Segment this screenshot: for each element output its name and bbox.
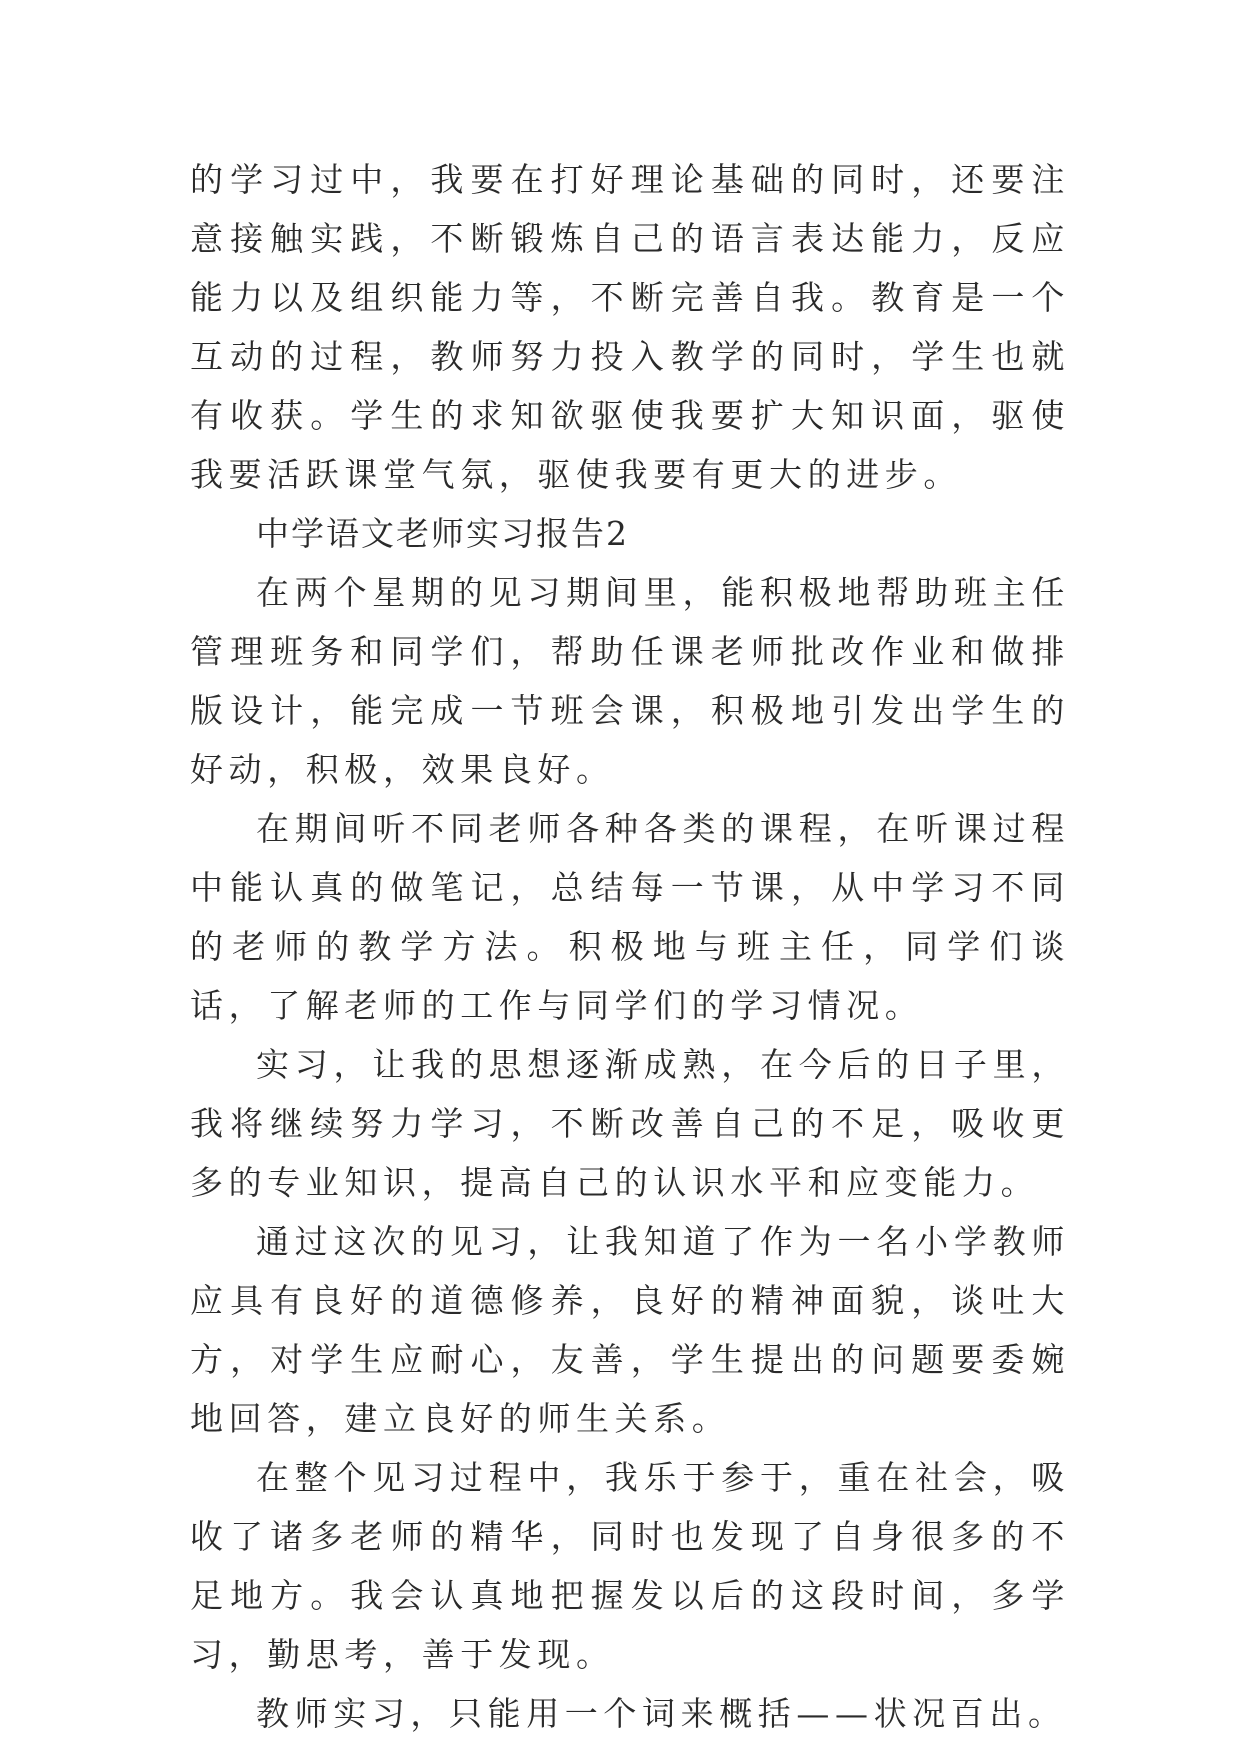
paragraph: 在期间听不同老师各种各类的课程，在听课过程中能认真的做笔记，总结每一节课，从中学习不同的老师的教学方法。积极地与班主任，同学们谈话，了解老师的工作与同学们的学习情况。	[190, 809, 1070, 1025]
section-heading: 中学语文老师实习报告2	[256, 514, 629, 553]
paragraph-continued: 的学习过中，我要在打好理论基础的同时，还要注意接触实践，不断锻炼自己的语言表达能力，反应能力以及组织能力等，不断完善自我。教育是一个互动的过程，教师努力投入教学的同时，学生也就有收获。学生的求知欲驱使我要扩大知识面，驱使我要活跃课堂气氛，驱使我要有更大的进步。	[190, 160, 1070, 494]
paragraph: 通过这次的见习，让我知道了作为一名小学教师应具有良好的道德修养，良好的精神面貌，谈吐大方，对学生应耐心，友善，学生提出的问题要委婉地回答，建立良好的师生关系。	[190, 1222, 1070, 1438]
paragraph: 实习，让我的思想逐渐成熟，在今后的日子里，我将继续努力学习，不断改善自己的不足，吸收更多的专业知识，提高自己的认识水平和应变能力。	[190, 1045, 1070, 1202]
paragraph: 在两个星期的见习期间里，能积极地帮助班主任管理班务和同学们，帮助任课老师批改作业和做排版设计，能完成一节班会课，积极地引发出学生的好动，积极，效果良好。	[190, 573, 1070, 789]
document-page	[190, 150, 1070, 1743]
paragraph: 教师实习，只能用一个词来概括——状况百出。	[256, 1694, 1067, 1733]
paragraph: 在整个见习过程中，我乐于参于，重在社会，吸收了诸多老师的精华，同时也发现了自身很多的不足地方。我会认真地把握发以后的这段时间，多学习，勤思考，善于发现。	[190, 1458, 1070, 1674]
